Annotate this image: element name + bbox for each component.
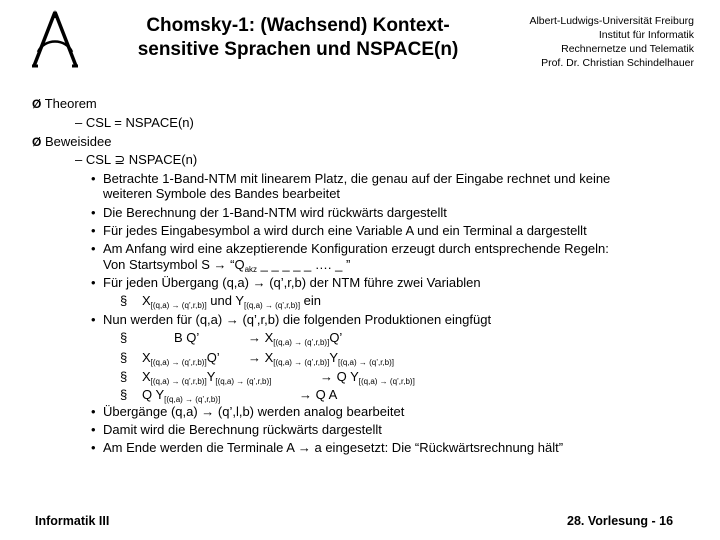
list-item: • Übergänge (q,a) → (q’,l,b) werden analog bearbeitet <box>91 404 405 419</box>
dot-bullet-icon: • <box>91 171 96 186</box>
production-rule <box>120 330 142 346</box>
arrow-bullet-icon: Ø <box>32 97 42 111</box>
dot-bullet-icon: • <box>91 312 96 327</box>
arrow-bullet-icon: Ø <box>32 135 42 149</box>
institution-line: Rechnernetze und Telematik <box>561 43 694 55</box>
square-bullet-icon: § <box>120 293 128 308</box>
rule-right: → $X_{[(q,a) \to (q’,r,b)]}Q$’ <box>248 330 343 347</box>
dot-bullet-icon: • <box>91 223 96 238</box>
title-line-1: Chomsky-1: (Wachsend) Kontext- <box>146 15 450 36</box>
dot-bullet-icon: • <box>91 422 96 437</box>
square-bullet-icon: § <box>120 369 128 384</box>
footer-lecture-page: 28. Vorlesung - 16 <box>567 514 674 528</box>
dash-bullet-icon: – <box>75 115 83 130</box>
list-item-continued: weiteren Symbole des Bandes bearbeitet <box>103 186 341 201</box>
csl-superset-line: – CSL ⊇ NSPACE(n) <box>75 152 198 167</box>
square-bullet-icon: § <box>120 387 128 402</box>
square-bullet-icon: § <box>120 330 128 345</box>
rule-right: → $X_{[(q,a) \to (q’,r,b)]}Y_{[(q,a) \to (q’,r,b)]}$ <box>248 350 394 367</box>
institution-line: Prof. Dr. Christian Schindelhauer <box>541 57 694 69</box>
list-item: • Für jeden Übergang (q,a) → (q’,r,b) der NTM führe zwei Variablen <box>91 275 481 290</box>
institution-line: Albert-Ludwigs-Universität Freiburg <box>529 15 694 27</box>
rule-right: → Q A <box>299 387 338 402</box>
rule-right: → Q $Y_{[(q,a) \to (q’,r,b)]}$ <box>320 369 415 386</box>
list-item: • Für jedes Eingabesymbol a wird durch eine Variable A und ein Terminal a dargestellt <box>91 223 587 238</box>
production-rule: § Q $Y_{[(q,a) \to (q’,r,b)]}$ <box>120 387 221 404</box>
sub-list-item: § $X_{[(q,a) \to (q’,r,b)]}$ und $Y_{[(q,a) \to (q’,r,b)]}$ ein <box>120 293 322 310</box>
list-item: • Die Berechnung der 1-Band-NTM wird rückwärts dargestellt <box>91 205 447 220</box>
dot-bullet-icon: • <box>91 241 96 256</box>
dash-bullet-icon: – <box>75 152 83 167</box>
production-rule: § $X_{[(q,a) \to (q’,r,b)]}Y_{[(q,a) \to (q’,r,b)]}$ <box>120 369 272 386</box>
dot-bullet-icon: • <box>91 205 96 220</box>
list-item: • Nun werden für (q,a) → (q’,r,b) die folgenden Produktionen eingfügt <box>91 312 492 327</box>
production-rule: § $X_{[(q,a) \to (q’,r,b)]}Q$’ <box>120 350 220 367</box>
dot-bullet-icon: • <box>91 275 96 290</box>
square-bullet-icon: § <box>120 350 128 365</box>
list-item: • Damit wird die Berechnung rückwärts dargestellt <box>91 422 382 437</box>
theorem-heading: Ø Theorem <box>32 96 97 111</box>
list-item-continued: Von Startsymbol $S \to “Q_{akz}$ _ _ _ _ _ …. _ ” <box>103 257 351 274</box>
beweisidee-heading: Ø Beweisidee <box>32 134 112 149</box>
theorem-statement: – CSL = NSPACE(n) <box>75 115 194 130</box>
rule-left: B Q’ <box>174 330 200 345</box>
dot-bullet-icon: • <box>91 440 96 455</box>
title-line-2: sensitive Sprachen und NSPACE(n) <box>137 39 459 60</box>
list-item: • Am Ende werden die Terminale A → a eingesetzt: Die “Rückwärtsrechnung hält” <box>91 440 564 455</box>
institution-line: Institut für Informatik <box>598 29 694 41</box>
footer-course: Informatik III <box>35 514 110 528</box>
list-item: • Betrachte 1-Band-NTM mit linearem Platz, die genau auf der Eingabe rechnet und keine <box>91 171 611 186</box>
list-item: • Am Anfang wird eine akzeptierende Konfiguration erzeugt durch entsprechende Regeln: <box>91 241 609 256</box>
dot-bullet-icon: • <box>91 404 96 419</box>
